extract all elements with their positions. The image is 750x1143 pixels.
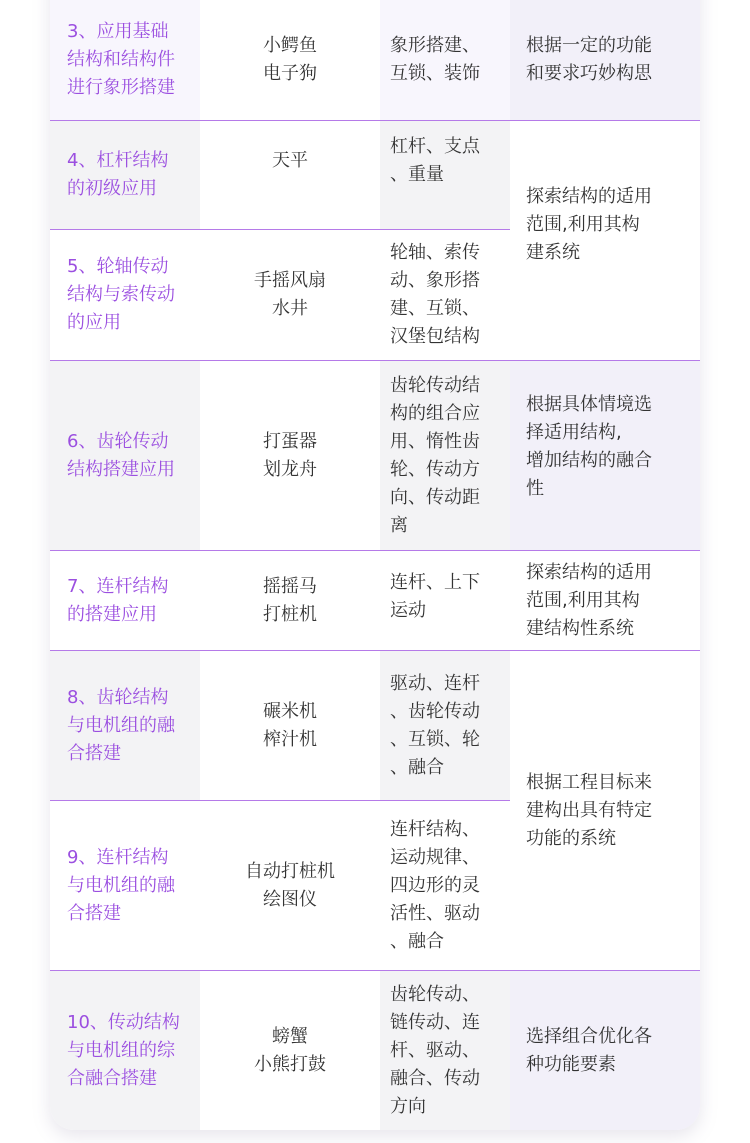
row7-topic: 7、连杆结构 的搭建应用	[50, 551, 200, 650]
rows4-5-goal: 探索结构的适用 范围,利用其构 建系统	[510, 121, 700, 360]
row8-examples: 碾米机 榨汁机	[200, 651, 380, 800]
row6-examples: 打蛋器 划龙舟	[200, 361, 380, 550]
row6-topic: 6、齿轮传动 结构搭建应用	[50, 361, 200, 550]
row3-goal: 根据一定的功能 和要求巧妙构思	[510, 0, 700, 120]
row6-goal: 根据具体情境选 择适用结构, 增加结构的融合 性	[510, 361, 700, 550]
row10-goal: 选择组合优化各 种功能要素	[510, 971, 700, 1130]
row6-techniques: 齿轮传动结 构的组合应 用、惰性齿 轮、传动方 向、传动距 离	[380, 361, 510, 550]
row10-techniques: 齿轮传动、 链传动、连 杆、驱动、 融合、传动 方向	[380, 971, 510, 1130]
row10-topic: 10、传动结构 与电机组的综 合融合搭建	[50, 971, 200, 1130]
row10-examples: 螃蟹 小熊打鼓	[200, 971, 380, 1130]
row3-topic: 3、应用基础 结构和结构件 进行象形搭建	[50, 0, 200, 120]
row5-examples: 手摇风扇 水井	[200, 230, 380, 360]
row5-topic: 5、轮轴传动 结构与索传动 的应用	[50, 230, 200, 360]
row9-topic: 9、连杆结构 与电机组的融 合搭建	[50, 801, 200, 970]
row4-topic: 4、杠杆结构 的初级应用	[50, 121, 200, 229]
row4-examples: 天平	[200, 121, 380, 229]
row5-techniques: 轮轴、索传 动、象形搭 建、互锁、 汉堡包结构	[380, 230, 510, 360]
row3-examples: 小鳄鱼 电子狗	[200, 0, 380, 120]
row7-examples: 摇摇马 打桩机	[200, 551, 380, 650]
row7-techniques: 连杆、上下 运动	[380, 551, 510, 650]
row9-techniques: 连杆结构、 运动规律、 四边形的灵 活性、驱动 、融合	[380, 801, 510, 970]
curriculum-table-card	[50, 0, 700, 1130]
row4-techniques: 杠杆、支点 、重量	[380, 121, 510, 229]
row8-topic: 8、齿轮结构 与电机组的融 合搭建	[50, 651, 200, 800]
row8-techniques: 驱动、连杆 、齿轮传动 、互锁、轮 、融合	[380, 651, 510, 800]
row9-examples: 自动打桩机 绘图仪	[200, 801, 380, 970]
rows8-9-goal: 根据工程目标来 建构出具有特定 功能的系统	[510, 651, 700, 970]
row3-techniques: 象形搭建、 互锁、装饰	[380, 0, 510, 120]
row7-goal: 探索结构的适用 范围,利用其构 建结构性系统	[510, 551, 700, 650]
